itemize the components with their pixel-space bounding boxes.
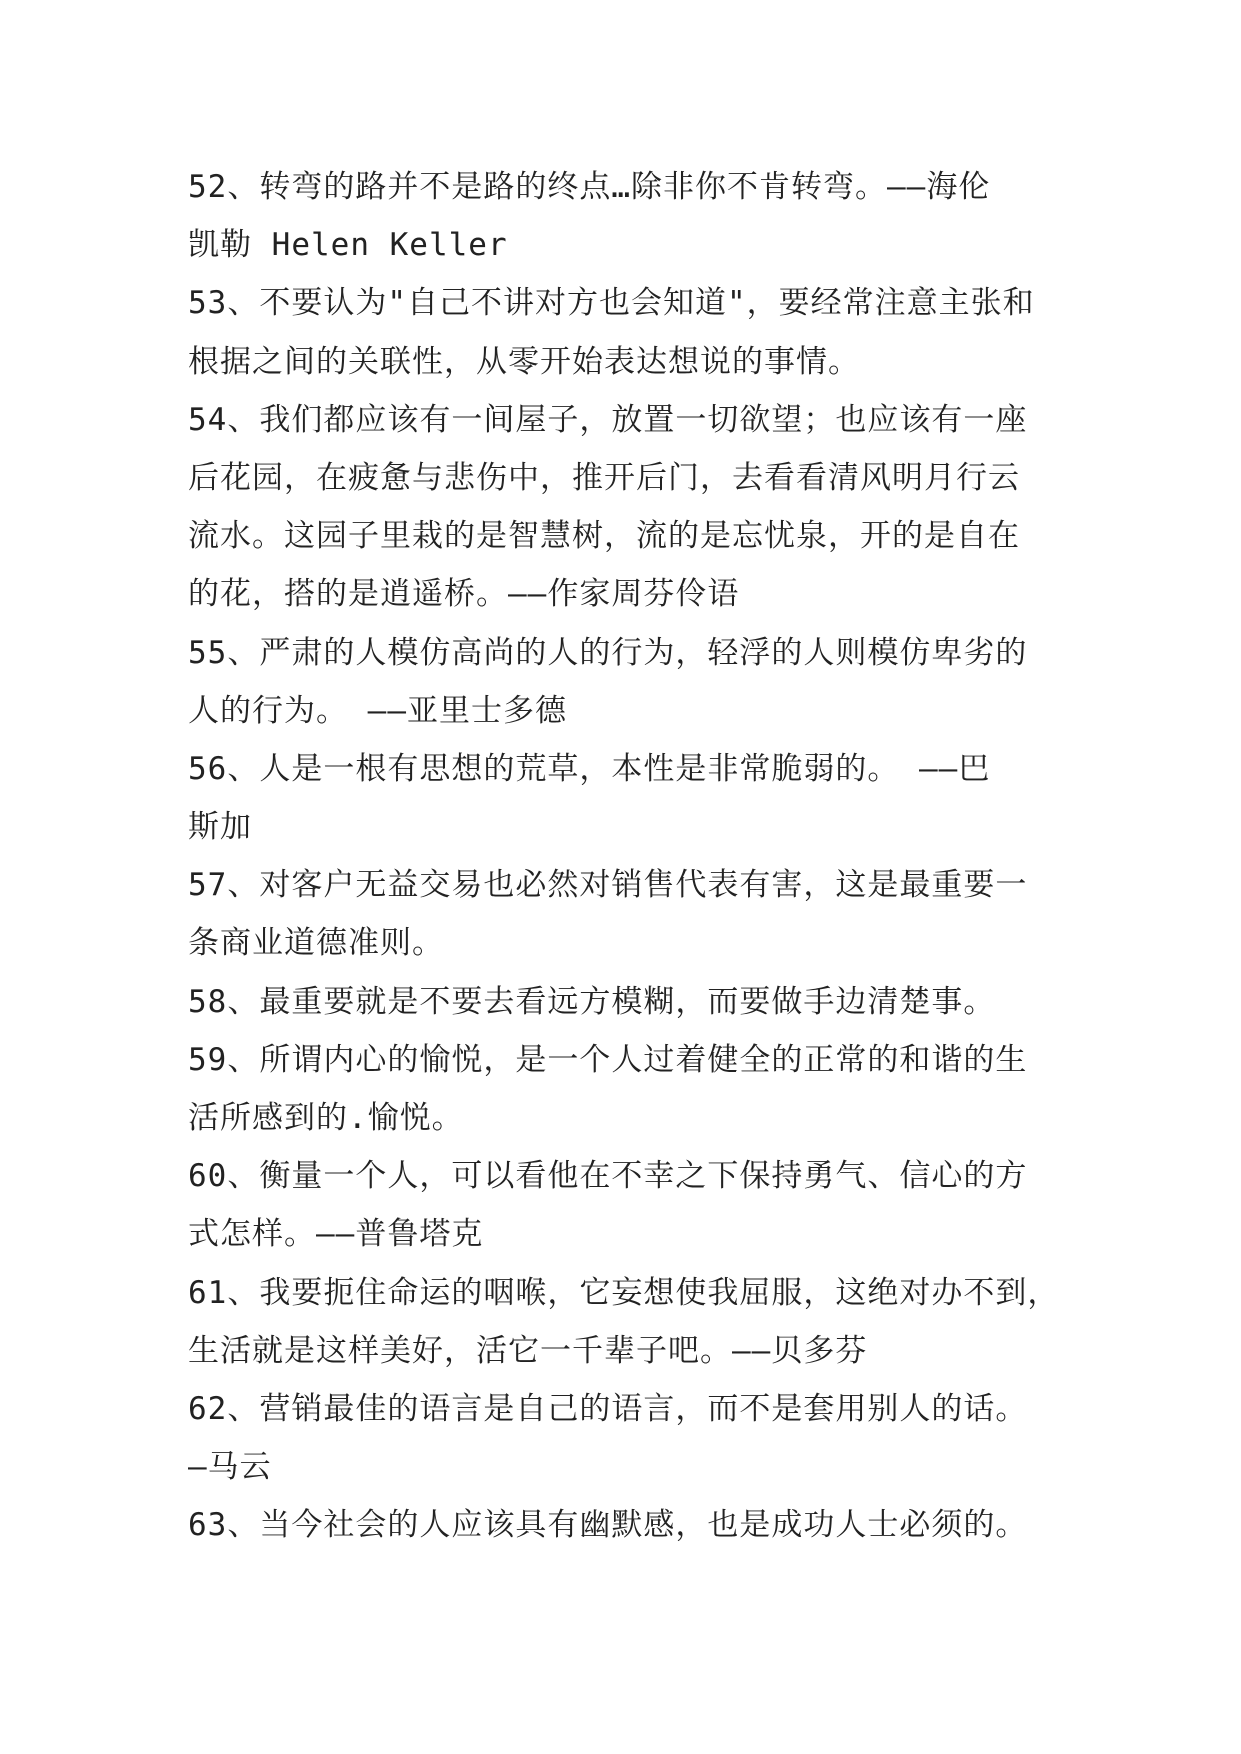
text-line: 后花园，在疲惫与悲伤中，推开后门，去看看清风明月行云: [188, 459, 1020, 496]
text-line: —马云: [188, 1449, 272, 1486]
text-line: 58、最重要就是不要去看远方模糊，而要做手边清楚事。: [188, 983, 996, 1020]
text-line: 的花，搭的是逍遥桥。——作家周芬伶语: [188, 576, 740, 613]
text-line: 55、严肃的人模仿高尚的人的行为，轻浮的人则模仿卑劣的: [188, 634, 1028, 671]
text-line: 条商业道德准则。: [188, 925, 444, 962]
text-line: 活所感到的.愉悦。: [188, 1100, 464, 1136]
text-line: 57、对客户无益交易也必然对销售代表有害，这是最重要一: [188, 867, 1028, 904]
text-line: 61、我要扼住命运的咽喉，它妄想使我屈服，这绝对办不到，: [188, 1274, 1060, 1311]
text-line: 59、所谓内心的愉悦，是一个人过着健全的正常的和谐的生: [188, 1041, 1028, 1078]
text-line: 式怎样。——普鲁塔克: [188, 1216, 484, 1253]
text-line: 52、转弯的路并不是路的终点…除非你不肯转弯。——海伦: [188, 169, 991, 205]
text-line: 63、当今社会的人应该具有幽默感，也是成功人士必须的。: [188, 1507, 1028, 1544]
text-line: 生活就是这样美好，活它一千辈子吧。——贝多芬: [188, 1332, 868, 1369]
text-line: 凯勒 Helen Keller: [188, 227, 508, 264]
text-line: 人的行为。 ——亚里士多德: [188, 692, 567, 729]
text-line: 54、我们都应该有一间屋子，放置一切欲望；也应该有一座: [188, 401, 1028, 438]
text-line: 斯加: [188, 809, 252, 846]
text-line: 56、人是一根有思想的荒草，本性是非常脆弱的。 ——巴: [188, 750, 991, 787]
quote-text-block: [188, 158, 1068, 1555]
text-line: 53、不要认为"自己不讲对方也会知道"，要经常注意主张和: [188, 285, 1035, 322]
text-line: 流水。这园子里栽的是智慧树，流的是忘忧泉，开的是自在: [188, 518, 1020, 555]
text-line: 根据之间的关联性，从零开始表达想说的事情。: [188, 343, 860, 380]
text-line: 60、衡量一个人，可以看他在不幸之下保持勇气、信心的方: [188, 1158, 1028, 1195]
text-line: 62、营销最佳的语言是自己的语言，而不是套用别人的话。: [188, 1390, 1028, 1427]
